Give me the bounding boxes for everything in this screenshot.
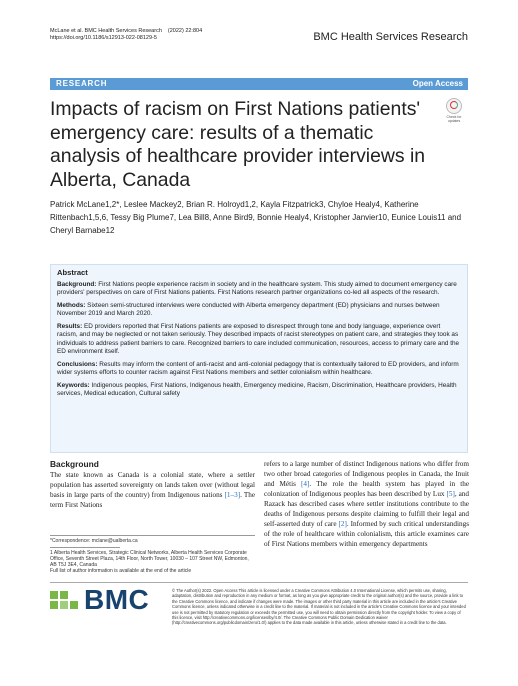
citation-link[interactable]: [4]	[301, 480, 310, 488]
body-text: . The role the health system has played in the colonization of Indigenous peoples has been described by Lux	[264, 480, 470, 498]
publisher-name: BMC	[84, 584, 150, 615]
footnote-divider	[50, 547, 120, 548]
body-column-left	[50, 459, 255, 510]
citation-link[interactable]: [5]	[446, 490, 455, 498]
abstract-text: Indigenous peoples, First Nations, Indigenous health, Emergency medicine, Racism, Discrimination, Healthcare providers, Health services, Medical education, Cultural safety	[57, 381, 457, 397]
citation-link[interactable]: [2]	[338, 520, 347, 528]
journal-name: BMC Health Services Research	[313, 31, 468, 43]
body-text: . The term First Nations	[50, 491, 256, 509]
citation-year: (2022) 22:804	[167, 28, 203, 34]
footer-divider	[50, 582, 468, 583]
citation-link[interactable]: [1–3]	[224, 491, 241, 499]
author-info-note: Full list of author information is available at the end of the article	[50, 568, 192, 574]
abstract-box	[50, 264, 468, 453]
abstract-text: Results may inform the content of anti-racist and anti-colonial pedagogy that is contextually tailored to ED providers, and inform wider systems efforts to counter racism against First Nations members and settler colonialism within healthcare.	[57, 360, 459, 376]
doi-link[interactable]: https://doi.org/10.1186/s12913-022-08129-5	[50, 35, 157, 41]
abstract-results	[57, 323, 461, 356]
open-access-label: Open Access	[412, 79, 463, 88]
license-text: © The Author(s) 2022. Open Access This article is licensed under a Creative Commons Attribution 4.0 International License, which permits use, sharing, adaptation, distribution and reproduction in any medium or format, as long as you give appropriate credit to the original author(s) and the source, provide a link to the Creative Commons licence, and indicate if changes were made. The images or other third party material in this article are included in the article's Creative Commons licence, unless indicated otherwise in a credit line to the material. If material is not included in the article's Creative Commons licence and your intended use is not permitted by statutory regulation or exceeds the permitted use, you will need to obtain permission directly from the copyright holder. To view a copy of this licence, visit http://creativecommons.org/licenses/by/4.0/. The Creative Commons Public Domain Dedication waiver (http://creativecommons.org/publicdomain/zero/1.0/) applies to the data made available in this article, unless otherwise stated in a credit line to the data.	[172, 588, 466, 626]
abstract-conclusions	[57, 361, 461, 377]
abstract-text: Sixteen semi-structured interviews were conducted with Alberta emergency department (ED) physicians and nurses between November 2019 and March 2020.	[57, 302, 440, 318]
citation-authors: McLane et al. BMC Health Services Research	[50, 28, 162, 34]
body-text: , and Razack has described cases where settler institutions contribute to the deaths of Indigenous persons despite claiming to fulfill their legal and self-asserted duty of care	[264, 490, 469, 528]
abstract-label: Conclusions:	[57, 360, 98, 368]
abstract-heading: Abstract	[57, 268, 88, 277]
body-text: . Informed by such critical understandings of the role of healthcare within colonialism, this article examines care of First Nations members within emergency departments	[264, 520, 469, 548]
body-column-right	[264, 459, 469, 549]
body-text: The state known as Canada is a colonial state, where a settler population has asserted sovereignty on lands taken over (without legal basis in large parts of the country) from Indigenous nations	[50, 471, 255, 499]
affiliation-note: 1 Alberta Health Services, Strategic Clinical Networks, Alberta Health Services Corporate Office, Seventh Street Plaza, 14th Floor, North Tower, 10030 – 107 Street NW, Edmonton, AB T5J 3E4, Canada	[50, 550, 249, 568]
abstract-label: Results:	[57, 323, 83, 331]
update-check-icon	[446, 98, 462, 114]
abstract-methods	[57, 302, 461, 318]
abstract-label: Methods:	[57, 302, 86, 310]
check-for-updates-badge[interactable]	[443, 98, 465, 123]
body-text: refers to a large number of distinct Indigenous nations who differ from two other broad categories of Indigenous peoples in Canada, the Inuit and Métis	[264, 460, 469, 488]
check-updates-text: Check for updates	[446, 115, 462, 123]
abstract-text: First Nations people experience racism in society and in the healthcare system. This study aimed to document emergency care providers' perspectives on care of First Nations patients. First Nations research partner organizations co-led all aspects of the research.	[57, 281, 457, 297]
citation-block	[50, 28, 208, 42]
abstract-label: Background:	[57, 281, 97, 289]
author-list: Patrick McLane1,2*, Leslee Mackey2, Brian R. Holroyd1,2, Kayla Fitzpatrick3, Chyloe Healy4, Katherine Rittenbach1,5,6, Tessy Big Plume7, Lea Bill8, Anne Bird9, Bonnie Healy4, Kristopher Janvier10, Eunice Louis11 and Cheryl Barnabe12	[50, 200, 462, 235]
section-label: RESEARCH	[56, 79, 108, 88]
abstract-keywords	[57, 382, 461, 398]
background-heading: Background	[50, 459, 99, 469]
abstract-text: ED providers reported that First Nations patients are exposed to disrespect through tone and body language, experience overt racism, and may be neglected or not taken seriously. They described impacts of racist stereotypes on patient care, and strategies they took as individuals to address patient barriers to care. Recognized barriers to care included communication, resources, access to primary care and the ED environment itself.	[57, 323, 460, 355]
abstract-background	[57, 281, 461, 297]
correspondence-note: *Correspondence: mclane@ualberta.ca	[50, 538, 138, 544]
abstract-label: Keywords:	[57, 381, 90, 389]
footnotes	[50, 535, 255, 574]
article-title: Impacts of racism on First Nations patients' emergency care: results of a thematic analysis of healthcare provider interviews in Alberta, Canada	[50, 98, 426, 191]
section-banner	[50, 78, 468, 90]
